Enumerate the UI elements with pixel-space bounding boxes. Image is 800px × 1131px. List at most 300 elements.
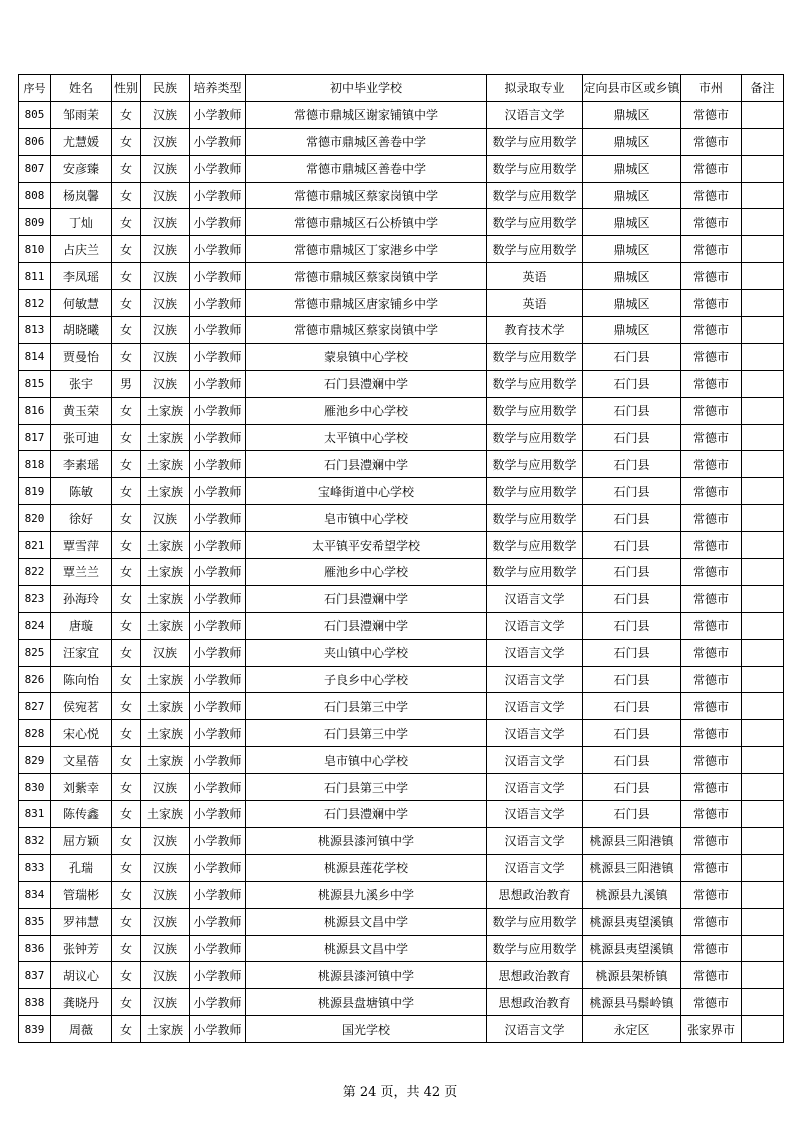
cell-training-type: 小学教师 bbox=[190, 451, 246, 478]
cell-ethnicity: 汉族 bbox=[141, 263, 190, 290]
cell-city: 常德市 bbox=[681, 101, 742, 128]
table-row bbox=[19, 666, 784, 693]
table-row bbox=[19, 290, 784, 317]
cell-remarks bbox=[742, 505, 784, 532]
cell-gender: 女 bbox=[112, 263, 141, 290]
cell-training-type: 小学教师 bbox=[190, 478, 246, 505]
cell-gender: 女 bbox=[112, 881, 141, 908]
cell-name: 安彦臻 bbox=[51, 155, 112, 182]
cell-middle-school: 常德市鼎城区丁家港乡中学 bbox=[246, 236, 487, 263]
cell-name: 龚晓丹 bbox=[51, 989, 112, 1016]
cell-gender: 女 bbox=[112, 962, 141, 989]
cell-gender: 女 bbox=[112, 236, 141, 263]
cell-middle-school: 桃源县漆河镇中学 bbox=[246, 962, 487, 989]
cell-remarks bbox=[742, 263, 784, 290]
cell-remarks bbox=[742, 827, 784, 854]
cell-remarks bbox=[742, 532, 784, 559]
cell-major: 汉语言文学 bbox=[487, 854, 583, 881]
cell-remarks bbox=[742, 290, 784, 317]
cell-city: 常德市 bbox=[681, 774, 742, 801]
cell-index: 832 bbox=[19, 827, 51, 854]
cell-ethnicity: 汉族 bbox=[141, 827, 190, 854]
cell-city: 常德市 bbox=[681, 720, 742, 747]
cell-index: 813 bbox=[19, 317, 51, 344]
cell-ethnicity: 汉族 bbox=[141, 935, 190, 962]
cell-city: 常德市 bbox=[681, 935, 742, 962]
cell-training-type: 小学教师 bbox=[190, 693, 246, 720]
cell-remarks bbox=[742, 720, 784, 747]
table-row bbox=[19, 720, 784, 747]
table-row bbox=[19, 612, 784, 639]
table-row bbox=[19, 317, 784, 344]
cell-training-type: 小学教师 bbox=[190, 908, 246, 935]
cell-training-type: 小学教师 bbox=[190, 128, 246, 155]
cell-index: 815 bbox=[19, 370, 51, 397]
cell-target-area: 石门县 bbox=[583, 397, 681, 424]
cell-middle-school: 国光学校 bbox=[246, 1016, 487, 1043]
cell-city: 常德市 bbox=[681, 478, 742, 505]
cell-training-type: 小学教师 bbox=[190, 801, 246, 828]
cell-major: 数学与应用数学 bbox=[487, 128, 583, 155]
cell-index: 807 bbox=[19, 155, 51, 182]
cell-remarks bbox=[742, 128, 784, 155]
cell-index: 812 bbox=[19, 290, 51, 317]
cell-index: 805 bbox=[19, 101, 51, 128]
cell-ethnicity: 汉族 bbox=[141, 962, 190, 989]
cell-target-area: 石门县 bbox=[583, 343, 681, 370]
cell-city: 常德市 bbox=[681, 666, 742, 693]
cell-index: 837 bbox=[19, 962, 51, 989]
cell-city: 常德市 bbox=[681, 424, 742, 451]
cell-index: 817 bbox=[19, 424, 51, 451]
table-row bbox=[19, 908, 784, 935]
cell-name: 李素瑶 bbox=[51, 451, 112, 478]
cell-name: 覃兰兰 bbox=[51, 559, 112, 586]
cell-city: 常德市 bbox=[681, 747, 742, 774]
cell-gender: 女 bbox=[112, 532, 141, 559]
table-row bbox=[19, 209, 784, 236]
cell-index: 836 bbox=[19, 935, 51, 962]
cell-gender: 女 bbox=[112, 935, 141, 962]
cell-remarks bbox=[742, 182, 784, 209]
cell-index: 818 bbox=[19, 451, 51, 478]
cell-major: 数学与应用数学 bbox=[487, 397, 583, 424]
cell-major: 数学与应用数学 bbox=[487, 370, 583, 397]
cell-training-type: 小学教师 bbox=[190, 666, 246, 693]
page-number: 第 24 页，共 42 页 bbox=[342, 1085, 458, 1100]
cell-training-type: 小学教师 bbox=[190, 827, 246, 854]
col-header-gender: 性别 bbox=[112, 75, 141, 102]
cell-city: 常德市 bbox=[681, 397, 742, 424]
cell-index: 811 bbox=[19, 263, 51, 290]
cell-index: 835 bbox=[19, 908, 51, 935]
cell-target-area: 石门县 bbox=[583, 505, 681, 532]
cell-major: 汉语言文学 bbox=[487, 720, 583, 747]
cell-middle-school: 桃源县盘塘镇中学 bbox=[246, 989, 487, 1016]
cell-major: 思想政治教育 bbox=[487, 962, 583, 989]
table-row bbox=[19, 343, 784, 370]
cell-ethnicity: 汉族 bbox=[141, 209, 190, 236]
cell-gender: 女 bbox=[112, 693, 141, 720]
cell-ethnicity: 土家族 bbox=[141, 478, 190, 505]
cell-ethnicity: 汉族 bbox=[141, 854, 190, 881]
cell-major: 数学与应用数学 bbox=[487, 532, 583, 559]
cell-target-area: 桃源县三阳港镇 bbox=[583, 854, 681, 881]
table-row bbox=[19, 693, 784, 720]
cell-remarks bbox=[742, 209, 784, 236]
cell-training-type: 小学教师 bbox=[190, 101, 246, 128]
cell-gender: 女 bbox=[112, 908, 141, 935]
table-row bbox=[19, 962, 784, 989]
cell-training-type: 小学教师 bbox=[190, 532, 246, 559]
cell-major: 思想政治教育 bbox=[487, 989, 583, 1016]
cell-gender: 女 bbox=[112, 747, 141, 774]
cell-city: 常德市 bbox=[681, 317, 742, 344]
table-row bbox=[19, 559, 784, 586]
cell-name: 文星蓓 bbox=[51, 747, 112, 774]
cell-name: 李凤瑶 bbox=[51, 263, 112, 290]
cell-gender: 女 bbox=[112, 317, 141, 344]
cell-target-area: 石门县 bbox=[583, 585, 681, 612]
cell-major: 数学与应用数学 bbox=[487, 451, 583, 478]
cell-gender: 女 bbox=[112, 854, 141, 881]
table-row bbox=[19, 451, 784, 478]
table-row bbox=[19, 155, 784, 182]
cell-target-area: 鼎城区 bbox=[583, 317, 681, 344]
cell-target-area: 桃源县马鬃岭镇 bbox=[583, 989, 681, 1016]
cell-training-type: 小学教师 bbox=[190, 263, 246, 290]
cell-index: 823 bbox=[19, 585, 51, 612]
table-row bbox=[19, 478, 784, 505]
cell-name: 邹雨茉 bbox=[51, 101, 112, 128]
cell-gender: 女 bbox=[112, 827, 141, 854]
cell-city: 常德市 bbox=[681, 585, 742, 612]
cell-major: 思想政治教育 bbox=[487, 881, 583, 908]
cell-name: 何敏慧 bbox=[51, 290, 112, 317]
cell-name: 宋心悦 bbox=[51, 720, 112, 747]
cell-ethnicity: 土家族 bbox=[141, 532, 190, 559]
cell-index: 816 bbox=[19, 397, 51, 424]
col-header-target-area: 定向县市区或乡镇 bbox=[583, 75, 681, 102]
cell-gender: 女 bbox=[112, 343, 141, 370]
col-header-training-type: 培养类型 bbox=[190, 75, 246, 102]
col-header-remarks: 备注 bbox=[742, 75, 784, 102]
cell-training-type: 小学教师 bbox=[190, 182, 246, 209]
cell-ethnicity: 汉族 bbox=[141, 317, 190, 344]
cell-target-area: 桃源县夷望溪镇 bbox=[583, 935, 681, 962]
cell-major: 汉语言文学 bbox=[487, 774, 583, 801]
cell-city: 常德市 bbox=[681, 451, 742, 478]
cell-middle-school: 常德市鼎城区蔡家岗镇中学 bbox=[246, 317, 487, 344]
cell-index: 821 bbox=[19, 532, 51, 559]
cell-major: 汉语言文学 bbox=[487, 747, 583, 774]
cell-gender: 女 bbox=[112, 478, 141, 505]
cell-name: 胡议心 bbox=[51, 962, 112, 989]
cell-middle-school: 常德市鼎城区蔡家岗镇中学 bbox=[246, 263, 487, 290]
cell-training-type: 小学教师 bbox=[190, 720, 246, 747]
cell-target-area: 石门县 bbox=[583, 532, 681, 559]
cell-ethnicity: 土家族 bbox=[141, 612, 190, 639]
table-row bbox=[19, 747, 784, 774]
cell-training-type: 小学教师 bbox=[190, 612, 246, 639]
cell-index: 824 bbox=[19, 612, 51, 639]
cell-remarks bbox=[742, 585, 784, 612]
cell-city: 常德市 bbox=[681, 962, 742, 989]
cell-middle-school: 太平镇平安希望学校 bbox=[246, 532, 487, 559]
cell-ethnicity: 土家族 bbox=[141, 424, 190, 451]
cell-ethnicity: 土家族 bbox=[141, 666, 190, 693]
cell-major: 数学与应用数学 bbox=[487, 236, 583, 263]
cell-target-area: 石门县 bbox=[583, 774, 681, 801]
cell-middle-school: 石门县第三中学 bbox=[246, 693, 487, 720]
cell-index: 839 bbox=[19, 1016, 51, 1043]
cell-index: 828 bbox=[19, 720, 51, 747]
cell-middle-school: 桃源县文昌中学 bbox=[246, 908, 487, 935]
table-row bbox=[19, 854, 784, 881]
cell-target-area: 鼎城区 bbox=[583, 128, 681, 155]
cell-remarks bbox=[742, 424, 784, 451]
cell-name: 丁灿 bbox=[51, 209, 112, 236]
cell-training-type: 小学教师 bbox=[190, 155, 246, 182]
cell-remarks bbox=[742, 693, 784, 720]
cell-city: 常德市 bbox=[681, 801, 742, 828]
cell-gender: 女 bbox=[112, 451, 141, 478]
cell-ethnicity: 土家族 bbox=[141, 720, 190, 747]
cell-target-area: 桃源县三阳港镇 bbox=[583, 827, 681, 854]
cell-middle-school: 石门县第三中学 bbox=[246, 774, 487, 801]
cell-name: 管瑞彬 bbox=[51, 881, 112, 908]
cell-name: 尤慧媛 bbox=[51, 128, 112, 155]
cell-ethnicity: 汉族 bbox=[141, 370, 190, 397]
table-row bbox=[19, 397, 784, 424]
cell-index: 834 bbox=[19, 881, 51, 908]
cell-remarks bbox=[742, 935, 784, 962]
cell-index: 825 bbox=[19, 639, 51, 666]
cell-gender: 女 bbox=[112, 182, 141, 209]
cell-gender: 女 bbox=[112, 209, 141, 236]
cell-middle-school: 石门县澧斓中学 bbox=[246, 585, 487, 612]
cell-city: 常德市 bbox=[681, 532, 742, 559]
cell-middle-school: 雁池乡中心学校 bbox=[246, 559, 487, 586]
cell-remarks bbox=[742, 612, 784, 639]
cell-name: 陈敏 bbox=[51, 478, 112, 505]
table-row bbox=[19, 128, 784, 155]
cell-major: 数学与应用数学 bbox=[487, 908, 583, 935]
cell-middle-school: 常德市鼎城区善卷中学 bbox=[246, 155, 487, 182]
cell-index: 810 bbox=[19, 236, 51, 263]
table-row bbox=[19, 505, 784, 532]
cell-middle-school: 常德市鼎城区善卷中学 bbox=[246, 128, 487, 155]
table-row bbox=[19, 639, 784, 666]
cell-city: 张家界市 bbox=[681, 1016, 742, 1043]
cell-major: 英语 bbox=[487, 290, 583, 317]
table-row bbox=[19, 263, 784, 290]
cell-major: 汉语言文学 bbox=[487, 801, 583, 828]
cell-ethnicity: 汉族 bbox=[141, 128, 190, 155]
cell-city: 常德市 bbox=[681, 989, 742, 1016]
cell-index: 814 bbox=[19, 343, 51, 370]
cell-major: 教育技术学 bbox=[487, 317, 583, 344]
cell-remarks bbox=[742, 747, 784, 774]
table-row bbox=[19, 236, 784, 263]
cell-target-area: 石门县 bbox=[583, 370, 681, 397]
cell-target-area: 石门县 bbox=[583, 720, 681, 747]
cell-major: 汉语言文学 bbox=[487, 639, 583, 666]
col-header-middle-school: 初中毕业学校 bbox=[246, 75, 487, 102]
table-row bbox=[19, 585, 784, 612]
cell-ethnicity: 土家族 bbox=[141, 1016, 190, 1043]
cell-target-area: 鼎城区 bbox=[583, 236, 681, 263]
cell-city: 常德市 bbox=[681, 559, 742, 586]
cell-ethnicity: 土家族 bbox=[141, 693, 190, 720]
cell-name: 贾曼怡 bbox=[51, 343, 112, 370]
cell-remarks bbox=[742, 236, 784, 263]
cell-city: 常德市 bbox=[681, 155, 742, 182]
cell-name: 陈传鑫 bbox=[51, 801, 112, 828]
cell-middle-school: 桃源县漆河镇中学 bbox=[246, 827, 487, 854]
cell-target-area: 鼎城区 bbox=[583, 155, 681, 182]
cell-ethnicity: 土家族 bbox=[141, 801, 190, 828]
cell-training-type: 小学教师 bbox=[190, 317, 246, 344]
cell-gender: 男 bbox=[112, 370, 141, 397]
cell-ethnicity: 汉族 bbox=[141, 236, 190, 263]
cell-middle-school: 桃源县莲花学校 bbox=[246, 854, 487, 881]
cell-target-area: 桃源县夷望溪镇 bbox=[583, 908, 681, 935]
cell-training-type: 小学教师 bbox=[190, 774, 246, 801]
cell-major: 汉语言文学 bbox=[487, 1016, 583, 1043]
cell-gender: 女 bbox=[112, 801, 141, 828]
cell-remarks bbox=[742, 343, 784, 370]
cell-city: 常德市 bbox=[681, 128, 742, 155]
cell-major: 数学与应用数学 bbox=[487, 935, 583, 962]
table-row bbox=[19, 801, 784, 828]
cell-target-area: 桃源县架桥镇 bbox=[583, 962, 681, 989]
cell-name: 屈方颖 bbox=[51, 827, 112, 854]
cell-remarks bbox=[742, 370, 784, 397]
table-row bbox=[19, 101, 784, 128]
cell-name: 覃雪萍 bbox=[51, 532, 112, 559]
cell-name: 张宇 bbox=[51, 370, 112, 397]
cell-major: 汉语言文学 bbox=[487, 612, 583, 639]
cell-training-type: 小学教师 bbox=[190, 881, 246, 908]
cell-name: 占庆兰 bbox=[51, 236, 112, 263]
cell-city: 常德市 bbox=[681, 639, 742, 666]
cell-name: 罗祎慧 bbox=[51, 908, 112, 935]
cell-major: 汉语言文学 bbox=[487, 666, 583, 693]
cell-gender: 女 bbox=[112, 989, 141, 1016]
cell-city: 常德市 bbox=[681, 881, 742, 908]
cell-city: 常德市 bbox=[681, 343, 742, 370]
cell-name: 徐好 bbox=[51, 505, 112, 532]
cell-gender: 女 bbox=[112, 101, 141, 128]
cell-ethnicity: 汉族 bbox=[141, 908, 190, 935]
cell-training-type: 小学教师 bbox=[190, 639, 246, 666]
cell-city: 常德市 bbox=[681, 827, 742, 854]
cell-major: 数学与应用数学 bbox=[487, 343, 583, 370]
header-row bbox=[19, 75, 784, 102]
table-row bbox=[19, 881, 784, 908]
cell-remarks bbox=[742, 881, 784, 908]
col-header-city: 市州 bbox=[681, 75, 742, 102]
cell-major: 数学与应用数学 bbox=[487, 559, 583, 586]
cell-city: 常德市 bbox=[681, 182, 742, 209]
cell-gender: 女 bbox=[112, 559, 141, 586]
cell-training-type: 小学教师 bbox=[190, 505, 246, 532]
cell-target-area: 鼎城区 bbox=[583, 209, 681, 236]
cell-name: 孔瑞 bbox=[51, 854, 112, 881]
cell-city: 常德市 bbox=[681, 370, 742, 397]
cell-remarks bbox=[742, 559, 784, 586]
cell-target-area: 鼎城区 bbox=[583, 101, 681, 128]
cell-middle-school: 石门县澧斓中学 bbox=[246, 370, 487, 397]
cell-middle-school: 石门县澧斓中学 bbox=[246, 801, 487, 828]
cell-middle-school: 石门县第三中学 bbox=[246, 720, 487, 747]
cell-middle-school: 桃源县九溪乡中学 bbox=[246, 881, 487, 908]
cell-middle-school: 石门县澧斓中学 bbox=[246, 451, 487, 478]
cell-name: 张钟芳 bbox=[51, 935, 112, 962]
cell-gender: 女 bbox=[112, 720, 141, 747]
cell-middle-school: 宝峰街道中心学校 bbox=[246, 478, 487, 505]
cell-target-area: 石门县 bbox=[583, 612, 681, 639]
cell-gender: 女 bbox=[112, 612, 141, 639]
cell-remarks bbox=[742, 1016, 784, 1043]
cell-middle-school: 常德市鼎城区石公桥镇中学 bbox=[246, 209, 487, 236]
cell-remarks bbox=[742, 854, 784, 881]
cell-major: 数学与应用数学 bbox=[487, 478, 583, 505]
cell-ethnicity: 土家族 bbox=[141, 451, 190, 478]
cell-major: 数学与应用数学 bbox=[487, 424, 583, 451]
cell-gender: 女 bbox=[112, 128, 141, 155]
table-row bbox=[19, 774, 784, 801]
cell-middle-school: 蒙泉镇中心学校 bbox=[246, 343, 487, 370]
cell-ethnicity: 土家族 bbox=[141, 397, 190, 424]
cell-index: 830 bbox=[19, 774, 51, 801]
table-row bbox=[19, 182, 784, 209]
cell-city: 常德市 bbox=[681, 854, 742, 881]
cell-training-type: 小学教师 bbox=[190, 370, 246, 397]
cell-target-area: 石门县 bbox=[583, 801, 681, 828]
table-row bbox=[19, 370, 784, 397]
cell-ethnicity: 土家族 bbox=[141, 585, 190, 612]
cell-ethnicity: 汉族 bbox=[141, 290, 190, 317]
cell-name: 陈向怡 bbox=[51, 666, 112, 693]
col-header-name: 姓名 bbox=[51, 75, 112, 102]
cell-city: 常德市 bbox=[681, 612, 742, 639]
cell-index: 833 bbox=[19, 854, 51, 881]
cell-training-type: 小学教师 bbox=[190, 424, 246, 451]
cell-name: 周薇 bbox=[51, 1016, 112, 1043]
cell-training-type: 小学教师 bbox=[190, 962, 246, 989]
cell-middle-school: 常德市鼎城区谢家铺镇中学 bbox=[246, 101, 487, 128]
cell-remarks bbox=[742, 451, 784, 478]
table-row bbox=[19, 989, 784, 1016]
cell-remarks bbox=[742, 155, 784, 182]
cell-target-area: 石门县 bbox=[583, 693, 681, 720]
cell-remarks bbox=[742, 801, 784, 828]
cell-index: 838 bbox=[19, 989, 51, 1016]
cell-training-type: 小学教师 bbox=[190, 854, 246, 881]
col-header-index: 序号 bbox=[19, 75, 51, 102]
cell-city: 常德市 bbox=[681, 209, 742, 236]
cell-gender: 女 bbox=[112, 585, 141, 612]
cell-middle-school: 太平镇中心学校 bbox=[246, 424, 487, 451]
cell-city: 常德市 bbox=[681, 693, 742, 720]
cell-name: 孙海玲 bbox=[51, 585, 112, 612]
cell-major: 数学与应用数学 bbox=[487, 182, 583, 209]
cell-target-area: 石门县 bbox=[583, 639, 681, 666]
cell-remarks bbox=[742, 101, 784, 128]
cell-city: 常德市 bbox=[681, 263, 742, 290]
